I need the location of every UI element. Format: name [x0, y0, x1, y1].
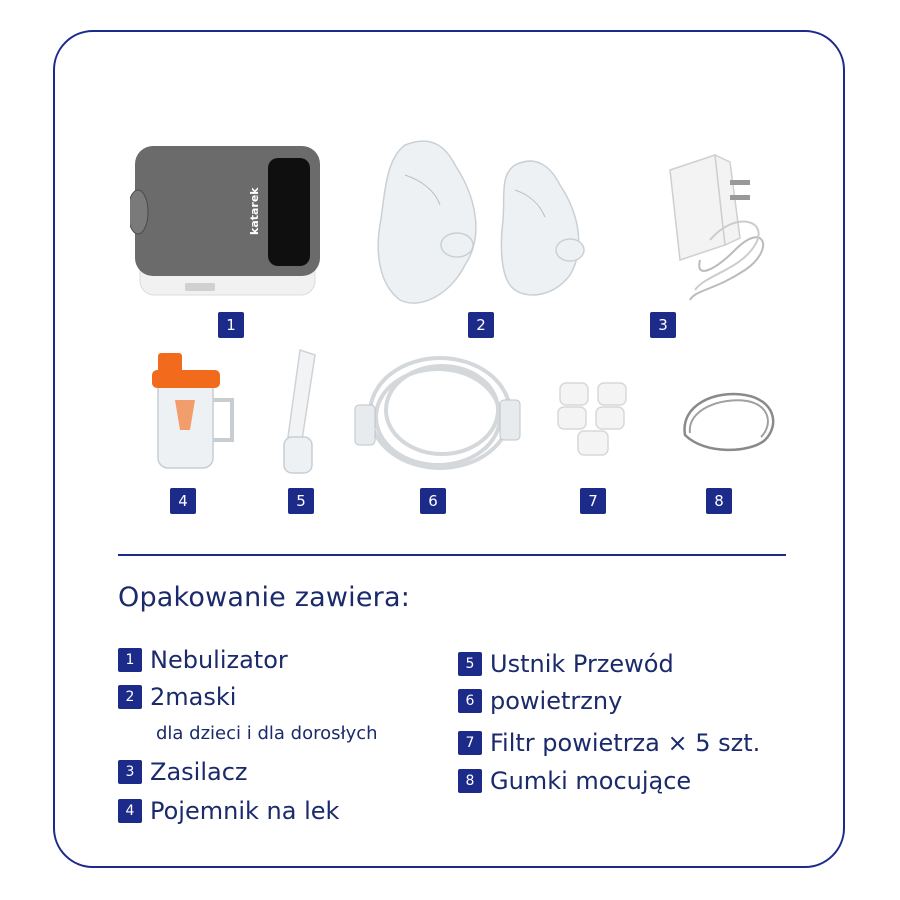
legend-number-badge: 5 — [458, 652, 482, 676]
legend-item — [118, 646, 288, 674]
legend-number-badge: 4 — [118, 799, 142, 823]
mouthpiece-image — [270, 345, 330, 480]
item-number-badge: 6 — [420, 488, 446, 514]
item-number-badge: 1 — [218, 312, 244, 338]
legend-number-badge: 2 — [118, 685, 142, 709]
legend-item — [458, 650, 674, 678]
item-number-badge: 8 — [706, 488, 732, 514]
power-adapter-image — [655, 150, 780, 310]
legend-item — [458, 767, 691, 795]
masks-image — [375, 135, 605, 315]
item-number-badge: 2 — [468, 312, 494, 338]
legend-label: Gumki mocujące — [490, 767, 692, 795]
legend-label: 2maski — [150, 683, 237, 711]
legend-label: Zasilacz — [150, 758, 248, 786]
legend-label: Ustnik Przewód — [490, 650, 674, 678]
legend-item — [118, 758, 248, 786]
legend-label: Nebulizator — [150, 646, 288, 674]
nebulizer-image — [130, 140, 325, 300]
air-tube-image — [350, 345, 525, 480]
legend-item — [118, 797, 339, 825]
legend-label: powietrzny — [490, 687, 623, 715]
package-contents-heading: Opakowanie zawiera: — [118, 582, 411, 613]
legend-sublabel: dla dzieci i dla dorosłych — [156, 723, 378, 744]
item-number-badge: 3 — [650, 312, 676, 338]
legend-number-badge: 3 — [118, 760, 142, 784]
legend-label: Pojemnik na lek — [150, 797, 340, 825]
medicine-container-image — [140, 345, 240, 475]
legend-number-badge: 8 — [458, 769, 482, 793]
legend-label: Filtr powietrza × 5 szt. — [490, 729, 761, 757]
legend-number-badge: 1 — [118, 648, 142, 672]
legend-item — [118, 683, 236, 711]
legend-item — [458, 687, 622, 715]
elastic-bands-image — [675, 385, 785, 460]
legend-number-badge: 7 — [458, 731, 482, 755]
section-divider — [118, 554, 786, 556]
legend-number-badge: 6 — [458, 689, 482, 713]
legend-item — [458, 729, 760, 757]
item-number-badge: 4 — [170, 488, 196, 514]
item-number-badge: 5 — [288, 488, 314, 514]
filters-image — [550, 375, 640, 465]
brand-label: katarek — [248, 187, 261, 235]
item-number-badge: 7 — [580, 488, 606, 514]
